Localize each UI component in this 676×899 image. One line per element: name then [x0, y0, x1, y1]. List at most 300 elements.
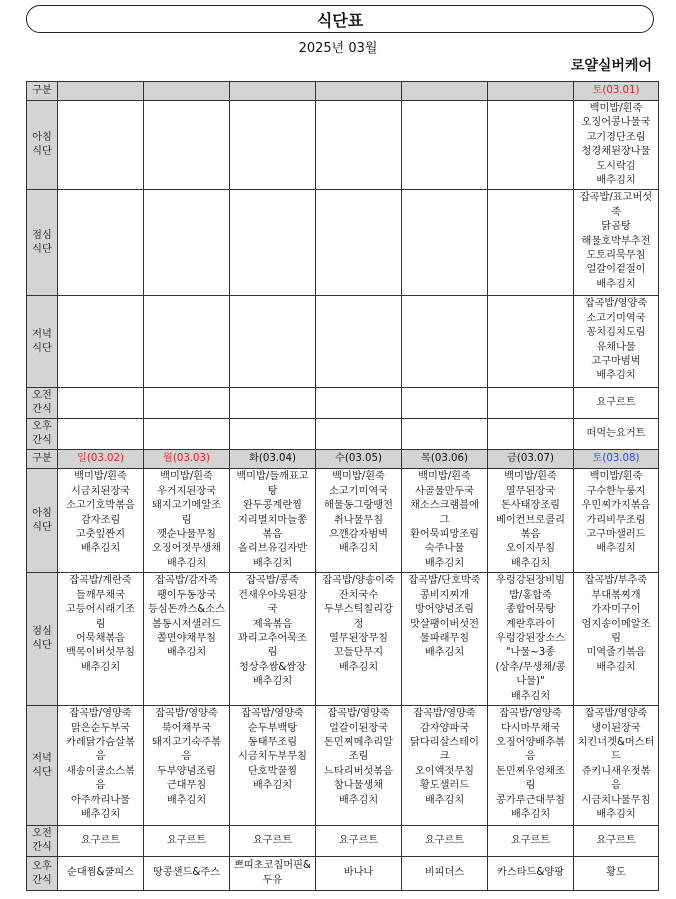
week2-dinner-sat	[574, 706, 659, 826]
label-line: 간식	[32, 404, 52, 416]
menu-item: 새송이골소스볶	[66, 765, 135, 777]
week1-lunch-thu	[402, 190, 488, 296]
label-line: 구분	[32, 453, 52, 465]
menu-item: 림	[267, 647, 278, 659]
menu-item: 들깨무채국	[75, 589, 126, 601]
week1-lunch-sat	[574, 190, 659, 296]
week1-day-header-mon	[144, 82, 230, 101]
menu-item: 배추김치	[510, 557, 551, 569]
week2-dinner-row	[27, 706, 659, 826]
week2-lunch-row	[27, 573, 659, 706]
menu-item: 열무된장무침	[328, 633, 389, 645]
menu-item: 아주까리나물	[70, 794, 131, 806]
menu-item: 정	[353, 618, 364, 630]
week1-dinner-fri	[488, 296, 574, 388]
week1-pm-snack-tue	[230, 419, 316, 450]
week1-breakfast-row	[27, 101, 659, 190]
menu-item: 냉이된장국	[591, 722, 641, 734]
menu-item: 땅콩샌드&주스	[153, 867, 220, 879]
week2-am-snack-row	[27, 826, 659, 857]
menu-item: 백미밥/흰죽	[332, 471, 385, 483]
menu-item: 배추김치	[596, 175, 636, 187]
menu-item: 해물호박부추전	[581, 235, 651, 247]
menu-item: 닭곰탕	[601, 221, 631, 233]
label-line: 식단	[32, 766, 52, 778]
menu-item: 요구르트	[510, 834, 551, 846]
menu-item: 고등어시래기조	[66, 604, 135, 616]
week2-dinner-tue	[230, 706, 316, 826]
menu-item: 배추김치	[80, 808, 121, 820]
menu-item: 비피더스	[424, 867, 465, 879]
menu-item: 요구르트	[596, 397, 636, 409]
week1-breakfast-fri	[488, 101, 574, 190]
menu-item: 요구르트	[338, 834, 379, 846]
label-line: 아침	[32, 507, 52, 519]
week1-day-header-wed	[316, 82, 402, 101]
menu-item: 배추김치	[252, 780, 293, 792]
menu-item: 으깬감자범벅	[328, 529, 389, 541]
menu-item: 음	[95, 780, 106, 792]
week2-day-header-sun: 일(03.02)	[58, 450, 144, 469]
week1-am-snack-fri	[488, 388, 574, 419]
week1-breakfast-thu	[402, 101, 488, 190]
week2-dinner-sun	[58, 706, 144, 826]
week2-pm-snack-sun	[58, 857, 144, 891]
menu-item: 올리브유김자반	[238, 543, 307, 555]
menu-item: 오징어양배추볶	[496, 736, 565, 748]
week1-dinner-sun	[58, 296, 144, 388]
label-line: 식단	[32, 521, 52, 533]
menu-item: 배추김치	[252, 557, 293, 569]
menu-item: 숙주나물	[424, 543, 465, 555]
label-pm-snack	[27, 419, 58, 450]
menu-item: 배추김치	[166, 794, 207, 806]
menu-item: 떠먹는요거트	[586, 428, 646, 440]
menu-item: 배추김치	[338, 543, 379, 555]
menu-item: 잡곡밥/영양죽	[584, 708, 648, 720]
label-am-snack	[27, 388, 58, 419]
meal-plan-table	[26, 81, 659, 891]
menu-item: 배추김치	[510, 808, 551, 820]
menu-item: 다시마무채국	[500, 722, 561, 734]
menu-item: 잡곡밥/감자죽	[155, 575, 218, 587]
week1-lunch-wed	[316, 190, 402, 296]
menu-item: 오이지무침	[505, 543, 556, 555]
menu-item: 배추김치	[424, 794, 465, 806]
menu-item: 요구르트	[166, 834, 207, 846]
week1-am-snack-sat	[574, 388, 659, 419]
week1-breakfast-wed	[316, 101, 402, 190]
menu-item: 음	[525, 751, 536, 763]
week1-am-snack-thu	[402, 388, 488, 419]
menu-item: 카레닭가슴살볶	[66, 736, 135, 748]
label-breakfast	[27, 469, 58, 573]
label-dinner	[27, 296, 58, 388]
menu-item: 북어채무국	[161, 722, 212, 734]
menu-item: 단호박꿀찜	[247, 765, 298, 777]
menu-item: 동태무조림	[247, 736, 298, 748]
menu-item: 우거지된장국	[156, 485, 217, 497]
week2-am-snack-tue	[230, 826, 316, 857]
menu-item: 꽁치김치도림	[586, 327, 646, 339]
menu-item: 국	[267, 604, 278, 616]
menu-item: 배추김치	[338, 661, 379, 673]
week1-am-snack-wed	[316, 388, 402, 419]
menu-item: 시금치나물무침	[581, 794, 651, 806]
menu-item: 잡곡밥/영양죽	[155, 708, 218, 720]
week2-am-snack-thu	[402, 826, 488, 857]
menu-item: 고구마범벅	[591, 356, 641, 368]
week1-day-header-row	[27, 82, 659, 101]
menu-item: 유채나물	[596, 341, 636, 353]
menu-item: 잡곡밥/콩죽	[246, 575, 299, 587]
menu-item: 치킨너겟&머스터	[577, 736, 655, 748]
menu-item: 우렁강된장비빔	[496, 575, 565, 587]
menu-item: 방어양념조림	[414, 604, 475, 616]
menu-item: 팽이두동장국	[156, 589, 217, 601]
menu-item: 콩비지찌개	[419, 589, 470, 601]
week2-pm-snack-wed	[316, 857, 402, 891]
menu-item: 백미밥/흰죽	[74, 471, 127, 483]
menu-item: 배추김치	[596, 661, 636, 673]
menu-item: 고기경단조림	[586, 131, 646, 143]
week1-lunch-mon	[144, 190, 230, 296]
menu-item: 백목이버섯무침	[66, 647, 135, 659]
week2-pm-snack-thu	[402, 857, 488, 891]
menu-item: 감자양파국	[419, 722, 470, 734]
label-lunch	[27, 573, 58, 706]
menu-item: 지리멸치마늘쫑	[238, 514, 307, 526]
menu-item: 도토리묵무침	[586, 250, 646, 262]
menu-item: 배추김치	[596, 370, 636, 382]
week1-day-header-fri	[488, 82, 574, 101]
week2-breakfast-sat	[574, 469, 659, 573]
menu-item: 돼지고기숙주볶	[152, 736, 221, 748]
menu-item: 꼬들단무지	[333, 647, 384, 659]
week1-pm-snack-row	[27, 419, 659, 450]
week2-dinner-mon	[144, 706, 230, 826]
menu-item: 배추김치	[166, 647, 207, 659]
menu-item: 돈민찌우엉채조	[496, 765, 565, 777]
menu-item: 취나물무침	[333, 514, 384, 526]
menu-item: 미역줄기볶음	[586, 647, 646, 659]
label-line: 식단	[32, 146, 52, 158]
menu-item: 소고기호박볶음	[66, 500, 135, 512]
menu-item: 죽	[611, 206, 621, 218]
label-line: 오전	[32, 390, 52, 402]
week1-lunch-sun	[58, 190, 144, 296]
menu-item: 순두부백탕	[247, 722, 298, 734]
menu-item: 바나나	[343, 867, 374, 879]
label-line: 간식	[32, 874, 52, 886]
label-pm-snack	[27, 857, 58, 891]
label-line: 간식	[32, 435, 52, 447]
week2-dinner-thu	[402, 706, 488, 826]
menu-item: 시금치된장국	[70, 485, 131, 497]
week2-lunch-wed	[316, 573, 402, 706]
week2-breakfast-mon	[144, 469, 230, 573]
menu-item: 잔치국수	[338, 589, 379, 601]
menu-item: 백미밥/흰죽	[589, 471, 643, 483]
menu-item: 쥬키니새우젓볶	[581, 765, 651, 777]
week1-pm-snack-sun	[58, 419, 144, 450]
week2-breakfast-sun	[58, 469, 144, 573]
menu-item: 림	[611, 633, 621, 645]
week2-day-header-thu: 목(03.06)	[402, 450, 488, 469]
menu-item: 베이컨브로콜리	[496, 514, 565, 526]
week1-day-header-thu	[402, 82, 488, 101]
label-line: 아침	[32, 132, 52, 144]
menu-item: 황도	[606, 867, 626, 879]
menu-item: 쁘띠초코칩머핀&	[234, 860, 311, 872]
menu-item: 잡곡밥/부추죽	[584, 575, 648, 587]
week1-pm-snack-sat	[574, 419, 659, 450]
menu-item: 림	[525, 780, 536, 792]
week1-breakfast-tue	[230, 101, 316, 190]
menu-item: 소고기미역국	[328, 485, 389, 497]
menu-item: 백미밥/흰죽	[160, 471, 213, 483]
week1-dinner-mon	[144, 296, 230, 388]
menu-item: 백미밥/흰죽	[589, 103, 643, 114]
title-box	[26, 5, 654, 33]
menu-item: 잡곡밥/영양죽	[584, 298, 648, 310]
week2-day-header-fri: 금(03.07)	[488, 450, 574, 469]
week2-pm-snack-mon	[144, 857, 230, 891]
menu-item: 두부양념조림	[156, 765, 217, 777]
week1-lunch-fri	[488, 190, 574, 296]
week2-pm-snack-row	[27, 857, 659, 891]
menu-item: 엄지송이메알조	[581, 618, 651, 630]
menu-item: 잡곡밥/영양죽	[69, 708, 132, 720]
menu-item: 탕	[267, 485, 278, 497]
label-dinner	[27, 706, 58, 826]
week2-am-snack-wed	[316, 826, 402, 857]
menu-item: 잡곡밥/양송이죽	[322, 575, 395, 587]
menu-item: 두유	[262, 874, 283, 886]
menu-item: 가자미구이	[591, 604, 641, 616]
week1-breakfast-sat	[574, 101, 659, 190]
week2-am-snack-sat	[574, 826, 659, 857]
menu-item: 제육볶음	[252, 618, 293, 630]
menu-item: 볶음	[520, 529, 541, 541]
label-line: 식단	[32, 243, 52, 255]
menu-item: 우민찌가지볶음	[581, 500, 651, 512]
week2-dinner-fri	[488, 706, 574, 826]
week1-am-snack-mon	[144, 388, 230, 419]
menu-item: 소고기미역국	[586, 312, 646, 324]
week2-am-snack-mon	[144, 826, 230, 857]
label-am-snack	[27, 826, 58, 857]
menu-item: 백미밥/들깨표고	[236, 471, 309, 483]
week2-lunch-tue	[230, 573, 316, 706]
menu-item: 오이액젓무침	[414, 765, 475, 777]
menu-item: 가리비무조림	[586, 514, 646, 526]
menu-item: 조림	[348, 751, 369, 763]
menu-item: 완두콩계란찜	[242, 500, 303, 512]
month-label: 2025년 03월	[298, 41, 378, 56]
week2-pm-snack-fri	[488, 857, 574, 891]
week1-dinner-thu	[402, 296, 488, 388]
menu-item: 잡곡밥/영양죽	[327, 708, 390, 720]
week1-lunch-tue	[230, 190, 316, 296]
menu-item: 배추김치	[80, 543, 121, 555]
label-line: 저녁	[32, 752, 52, 764]
menu-item: 배추김치	[80, 661, 121, 673]
menu-item: 참나물생채	[333, 780, 384, 792]
menu-item: 구수한누룽지	[586, 485, 646, 497]
week1-dinner-wed	[316, 296, 402, 388]
week1-am-snack-tue	[230, 388, 316, 419]
label-category	[27, 82, 58, 101]
menu-item: 크	[439, 751, 450, 763]
menu-item: 느타리버섯볶음	[324, 765, 393, 777]
label-line: 오후	[32, 421, 52, 433]
week2-breakfast-thu	[402, 469, 488, 573]
menu-item: 쫄면야채무침	[156, 633, 217, 645]
week2-breakfast-tue	[230, 469, 316, 573]
menu-item: 돼지고기메알조	[152, 500, 221, 512]
menu-item: 청상추쌈&쌈장	[239, 661, 306, 673]
menu-item: 백미밥/흰죽	[418, 471, 471, 483]
week2-am-snack-sun	[58, 826, 144, 857]
menu-item: 배추김치	[424, 557, 465, 569]
week2-pm-snack-tue	[230, 857, 316, 891]
menu-item: 잡곡밥/영양죽	[413, 708, 476, 720]
menu-item: "나물~3종	[505, 647, 556, 659]
menu-item: 잡곡밥/계란죽	[69, 575, 132, 587]
week1-pm-snack-wed	[316, 419, 402, 450]
week2-am-snack-fri	[488, 826, 574, 857]
menu-item: 감자조림	[80, 514, 121, 526]
menu-item: 배추김치	[424, 647, 465, 659]
menu-item: 잡곡밥/영양죽	[499, 708, 562, 720]
menu-item: 림	[181, 514, 192, 526]
week1-pm-snack-thu	[402, 419, 488, 450]
week2-day-header-tue: 화(03.04)	[230, 450, 316, 469]
menu-item: 순대찜&쿨피스	[67, 867, 134, 879]
menu-item: 물파래무침	[419, 633, 470, 645]
week1-lunch-row	[27, 190, 659, 296]
menu-item: 배추김치	[166, 557, 207, 569]
menu-item: 해물동그랑땡전	[324, 500, 393, 512]
label-lunch	[27, 190, 58, 296]
menu-item: 요구르트	[252, 834, 293, 846]
menu-item: 백미밥/흰죽	[504, 471, 557, 483]
week1-dinner-row	[27, 296, 659, 388]
menu-item: 요구르트	[596, 834, 636, 846]
label-line: 점심	[32, 229, 52, 241]
menu-item: 배추김치	[252, 676, 293, 688]
menu-item: (상추/무생채/콩	[495, 661, 566, 673]
week2-breakfast-row	[27, 469, 659, 573]
menu-item: 우렁강된장소스	[496, 633, 565, 645]
label-line: 오전	[32, 828, 52, 840]
menu-item: 드	[611, 751, 621, 763]
menu-item: 근대무침	[166, 780, 207, 792]
menu-item: 도시락김	[596, 160, 636, 172]
week1-dinner-tue	[230, 296, 316, 388]
week1-pm-snack-mon	[144, 419, 230, 450]
week2-lunch-thu	[402, 573, 488, 706]
week1-day-header-sat: 토(03.01)	[574, 82, 659, 101]
organization-name: 로얄실버케어	[570, 58, 652, 74]
week1-breakfast-sun	[58, 101, 144, 190]
menu-item: 등심돈까스&소스	[148, 604, 225, 616]
menu-item: 배추김치	[596, 543, 636, 555]
menu-item: 맑은순두부국	[70, 722, 131, 734]
menu-item: 밥/홍합죽	[509, 589, 552, 601]
week1-day-header-tue	[230, 82, 316, 101]
menu-item: 고구마샐러드	[586, 529, 646, 541]
menu-item: 고춧잎짠지	[75, 529, 126, 541]
menu-item: 맛살팽이버섯전	[410, 618, 479, 630]
menu-item: 어묵채볶음	[75, 633, 126, 645]
label-category	[27, 450, 58, 469]
menu-item: 음	[95, 751, 106, 763]
week2-lunch-fri	[488, 573, 574, 706]
label-line: 간식	[32, 842, 52, 854]
menu-item: 잡곡밥/영양죽	[241, 708, 304, 720]
menu-item: 열무된장국	[505, 485, 556, 497]
menu-item: 꽈리고추어묵조	[238, 633, 307, 645]
page-title: 식단표	[316, 10, 364, 30]
menu-item: 돈민찌메추리알	[324, 736, 393, 748]
menu-item: 요구르트	[424, 834, 465, 846]
menu-item: 콩가루근대무침	[496, 794, 565, 806]
menu-item: 얼갈이된장국	[328, 722, 389, 734]
menu-item: 잡곡밥/단호박죽	[408, 575, 481, 587]
menu-item: 돈사태장조림	[500, 500, 561, 512]
menu-item: 그	[439, 514, 450, 526]
menu-item: 계란후라이	[505, 618, 556, 630]
menu-item: 사골물만두국	[414, 485, 475, 497]
label-line: 저녁	[32, 328, 52, 340]
menu-item: 음	[611, 780, 621, 792]
week1-am-snack-sun	[58, 388, 144, 419]
menu-item: 건새우아욱된장	[238, 589, 307, 601]
label-line: 오후	[32, 860, 52, 872]
menu-item: 오징어콩나물국	[581, 117, 651, 129]
menu-item: 부대볶찌개	[591, 589, 641, 601]
week2-breakfast-wed	[316, 469, 402, 573]
menu-item: 종합어묵탕	[505, 604, 556, 616]
week2-day-header-sat: 토(03.08)	[574, 450, 659, 469]
week1-dinner-sat	[574, 296, 659, 388]
menu-item: 잡곡밥/표고버섯	[579, 192, 653, 204]
menu-item: 봄동시저샐러드	[152, 618, 221, 630]
menu-item: 오징어젓무생채	[152, 543, 221, 555]
menu-item: 카스타드&양팡	[497, 867, 564, 879]
menu-item: 배추김치	[510, 690, 551, 702]
menu-item: 깻순나물무침	[156, 529, 217, 541]
menu-item: 환어묵피망조림	[410, 529, 479, 541]
week1-breakfast-mon	[144, 101, 230, 190]
menu-item: 두부스틱칠리강	[324, 604, 393, 616]
menu-item: 닭다리살스테이	[410, 736, 479, 748]
label-line: 식단	[32, 342, 52, 354]
week2-pm-snack-sat	[574, 857, 659, 891]
menu-item: 배추김치	[596, 278, 636, 290]
label-line: 식단	[32, 640, 52, 652]
menu-item: 시금치두부무침	[238, 751, 307, 763]
menu-item: 요구르트	[80, 834, 121, 846]
week1-pm-snack-fri	[488, 419, 574, 450]
menu-item: 나물)"	[516, 676, 545, 688]
week1-am-snack-row	[27, 388, 659, 419]
menu-item: 볶음	[262, 529, 283, 541]
week2-breakfast-fri	[488, 469, 574, 573]
week2-day-header-mon: 월(03.03)	[144, 450, 230, 469]
